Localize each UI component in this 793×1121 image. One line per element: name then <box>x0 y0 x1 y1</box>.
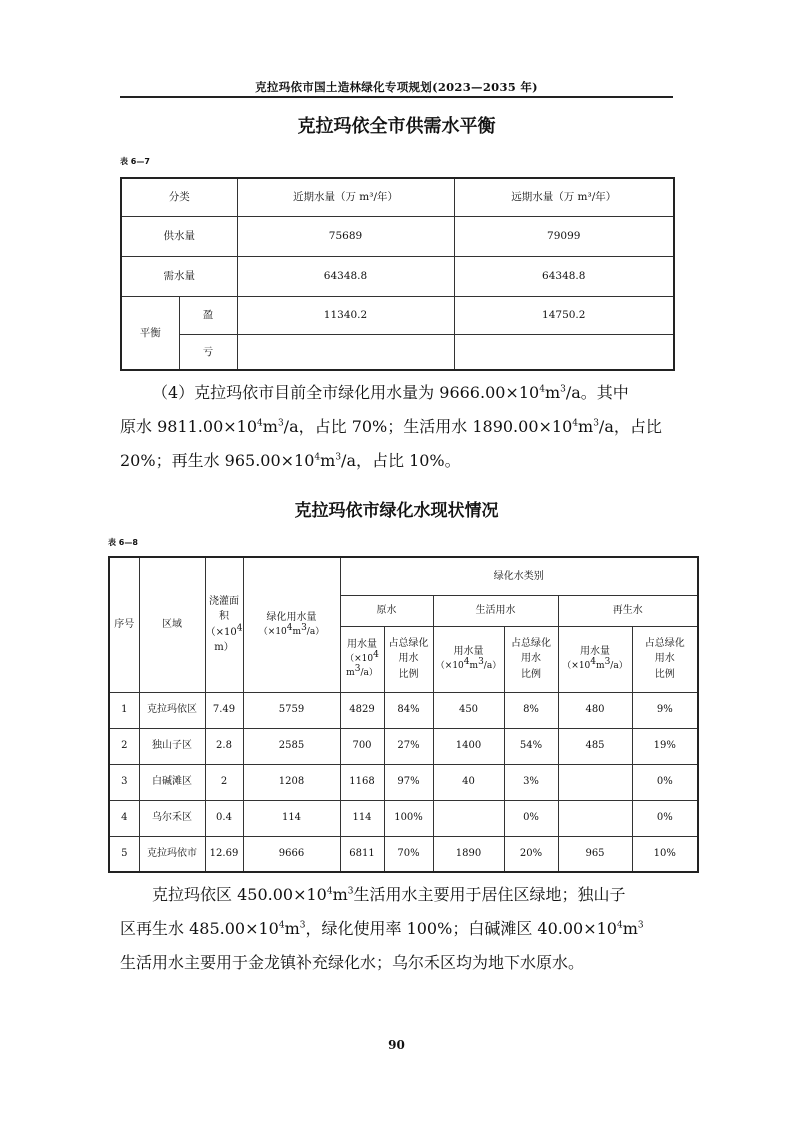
table-header-row <box>109 557 698 595</box>
para1-line1: （4）克拉玛依市目前全市绿化用水量为 $9666.00\times 10^4m^3/a$。其中 <box>152 383 629 402</box>
col-region: 区域 <box>139 557 205 692</box>
para2-line2: 区再生水 $485.00\times 10^4m^3$，绿化使用率 100%；白碱滩区 $40.00\times 10^4m^3$ <box>120 919 644 938</box>
table-row <box>109 692 698 728</box>
cell-rec-ratio: 0% <box>632 764 698 800</box>
cell-rec-usage <box>558 764 632 800</box>
col-domestic: 生活用水 <box>433 595 558 626</box>
running-header: 克拉玛依市国土造林绿化专项规划(2023—2035 年) <box>255 80 538 94</box>
table-row <box>109 728 698 764</box>
cell-index: 2 <box>109 728 139 764</box>
cell-rec-ratio: 9% <box>632 692 698 728</box>
table-row <box>109 836 698 872</box>
table-row <box>121 334 674 370</box>
col-index: 序号 <box>109 557 139 692</box>
cell-value: 64348.8 <box>454 256 674 296</box>
cell-value: 64348.8 <box>237 256 454 296</box>
cell-dom-ratio: 8% <box>504 692 558 728</box>
table-row <box>121 296 674 334</box>
cell-rec-usage <box>558 800 632 836</box>
col-usage: 用水量 $(\times 10^4m^3/a)$ <box>558 626 632 692</box>
cell-raw-ratio: 84% <box>384 692 433 728</box>
col-usage: 用水量 （$\times 10^4$ $m^3/a$） <box>340 626 384 692</box>
col-raw: 原水 <box>340 595 433 626</box>
paragraph-2 <box>120 878 680 980</box>
cell-rec-ratio: 19% <box>632 728 698 764</box>
col-category: 绿化水类别 <box>340 557 698 595</box>
cell-total: 9666 <box>243 836 340 872</box>
row-label: 平衡 <box>121 296 179 370</box>
table-row <box>121 256 674 296</box>
cell-total: 114 <box>243 800 340 836</box>
col-near-term: 近期水量（万 m³/年） <box>237 178 454 216</box>
cell-raw-ratio: 97% <box>384 764 433 800</box>
cell-dom-usage: 40 <box>433 764 504 800</box>
row-sublabel: 亏 <box>179 334 237 370</box>
cell-area: 12.69 <box>205 836 243 872</box>
cell-value: 11340.2 <box>237 296 454 334</box>
cell-value: 75689 <box>237 216 454 256</box>
cell-value: 14750.2 <box>454 296 674 334</box>
cell-region: 白碱滩区 <box>139 764 205 800</box>
cell-value <box>454 334 674 370</box>
cell-total: 2585 <box>243 728 340 764</box>
cell-total: 5759 <box>243 692 340 728</box>
cell-raw-usage: 1168 <box>340 764 384 800</box>
cell-index: 3 <box>109 764 139 800</box>
cell-dom-usage: 1400 <box>433 728 504 764</box>
row-label: 供水量 <box>121 216 237 256</box>
cell-rec-usage: 480 <box>558 692 632 728</box>
paragraph-1 <box>120 376 680 478</box>
header-rule <box>120 96 673 98</box>
para2-line1: 克拉玛依区 $450.00\times 10^4m^3$生活用水主要用于居住区绿地；独山子 <box>152 885 626 904</box>
cell-region: 乌尔禾区 <box>139 800 205 836</box>
col-area: 浇灌面 积 （$\times 10^4$ m） <box>205 557 243 692</box>
cell-raw-ratio: 100% <box>384 800 433 836</box>
table2-label: 表 6—8 <box>108 538 138 547</box>
cell-dom-usage: 1890 <box>433 836 504 872</box>
para1-line3: 20%；再生水 $965.00\times 10^4m^3/a$，占比 10%。 <box>120 451 461 470</box>
col-recycled: 再生水 <box>558 595 698 626</box>
table1-label: 表 6—7 <box>120 157 150 166</box>
cell-raw-usage: 700 <box>340 728 384 764</box>
cell-rec-ratio: 10% <box>632 836 698 872</box>
table-row <box>109 764 698 800</box>
water-balance-table <box>120 177 675 371</box>
cell-dom-ratio: 3% <box>504 764 558 800</box>
cell-area: 2 <box>205 764 243 800</box>
cell-value: 79099 <box>454 216 674 256</box>
cell-value <box>237 334 454 370</box>
cell-raw-usage: 6811 <box>340 836 384 872</box>
cell-region: 克拉玛依市 <box>139 836 205 872</box>
para1-line2: 原水 $9811.00\times 10^4m^3/a$，占比 70%；生活用水 $1890.00\times 10^4m^3/a$，占比 <box>120 417 662 436</box>
col-ratio: 占总绿化 用水 比例 <box>504 626 558 692</box>
cell-index: 1 <box>109 692 139 728</box>
table-row <box>109 800 698 836</box>
cell-area: 0.4 <box>205 800 243 836</box>
table2-title: 克拉玛依市绿化水现状情况 <box>294 501 499 521</box>
cell-dom-ratio: 54% <box>504 728 558 764</box>
cell-area: 2.8 <box>205 728 243 764</box>
page-number: 90 <box>388 1038 405 1052</box>
para2-line3: 生活用水主要用于金龙镇补充绿化水；乌尔禾区均为地下水原水。 <box>120 953 585 972</box>
cell-dom-usage: 450 <box>433 692 504 728</box>
row-label: 需水量 <box>121 256 237 296</box>
cell-raw-usage: 4829 <box>340 692 384 728</box>
cell-rec-ratio: 0% <box>632 800 698 836</box>
cell-rec-usage: 485 <box>558 728 632 764</box>
cell-dom-usage <box>433 800 504 836</box>
cell-area: 7.49 <box>205 692 243 728</box>
cell-region: 独山子区 <box>139 728 205 764</box>
table-row <box>121 216 674 256</box>
cell-region: 克拉玛依区 <box>139 692 205 728</box>
cell-raw-ratio: 27% <box>384 728 433 764</box>
cell-raw-usage: 114 <box>340 800 384 836</box>
cell-index: 4 <box>109 800 139 836</box>
table1-title: 克拉玛依全市供需水平衡 <box>297 116 496 137</box>
cell-raw-ratio: 70% <box>384 836 433 872</box>
col-long-term: 远期水量（万 m³/年） <box>454 178 674 216</box>
cell-rec-usage: 965 <box>558 836 632 872</box>
green-water-table <box>108 556 699 873</box>
table-header-row <box>121 178 674 216</box>
cell-index: 5 <box>109 836 139 872</box>
cell-dom-ratio: 20% <box>504 836 558 872</box>
col-green-water: 绿化用水量 $(\times 10^4m^3/a)$ <box>243 557 340 692</box>
col-usage: 用水量 $(\times 10^4m^3/a)$ <box>433 626 504 692</box>
col-ratio: 占总绿化 用水 比例 <box>384 626 433 692</box>
cell-total: 1208 <box>243 764 340 800</box>
col-category: 分类 <box>121 178 237 216</box>
row-sublabel: 盈 <box>179 296 237 334</box>
col-ratio: 占总绿化 用水 比例 <box>632 626 698 692</box>
cell-dom-ratio: 0% <box>504 800 558 836</box>
